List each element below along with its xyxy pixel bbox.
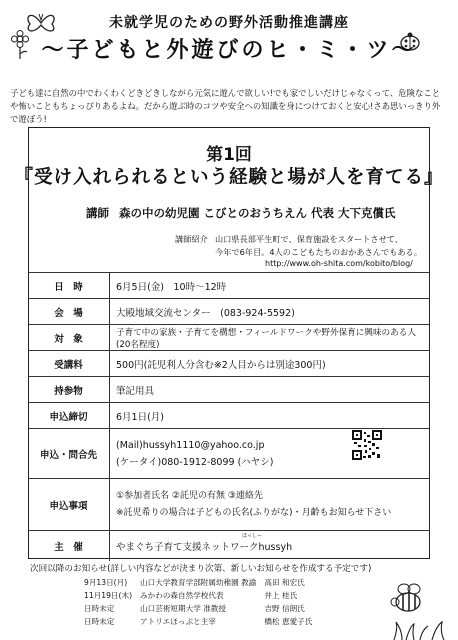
schedule-affiliation: 山口芸術短期大学 准教授 [140, 604, 226, 613]
schedule-lecturer: 井上 桂氏 [264, 591, 298, 600]
info-row-bring [28, 377, 430, 403]
schedule-date: 日時未定 [84, 617, 115, 626]
info-value: 6月1日(月) [110, 403, 431, 429]
blog-url[interactable]: http://www.oh-shita.com/kobito/blog/ [265, 259, 413, 268]
info-row-date [28, 273, 430, 299]
application-note: ※託児希りの場合は子どもの氏名(ふりがな)・月齢もお知らせ下さい [116, 507, 392, 518]
lecturer-name: 森の中の幼児園 こびとのおうちえん 代表 大下克償氏 [119, 206, 396, 220]
lecture-title: 『受け入れられるという経験と場が人を育てる』 [14, 167, 444, 188]
info-row-venue [28, 299, 430, 325]
qr-code[interactable] [352, 430, 382, 460]
schedule-row [80, 576, 316, 589]
organizer-ruby: ほっしー [242, 533, 263, 539]
schedule-affiliation: みかわの森自然学校代表 [140, 591, 224, 600]
schedule-date: 11月19日(木) [84, 591, 133, 600]
info-row-target [28, 325, 430, 351]
contact-email[interactable]: (Mail)hussyh1110@yahoo.co.jp [116, 439, 265, 451]
info-value: 子育て中の家族・子育てを構想・フィールドワークや野外保育に興味のある人(20名程度) [110, 325, 431, 351]
info-key: 申込締切 [28, 403, 110, 429]
info-key: 会 場 [28, 299, 110, 325]
schedule-lecturer: 吉野 信朗氏 [264, 604, 305, 613]
grass-icon [392, 620, 456, 640]
schedule-row [80, 589, 316, 602]
info-row-fee [28, 351, 430, 377]
lecturer-label: 講師 [86, 206, 109, 220]
info-value: 大殿地域交流センター (083-924-5592) [110, 299, 431, 325]
info-value: 筆記用具 [110, 377, 431, 403]
info-key: 申込・問合先 [28, 429, 110, 479]
schedule-lecturer: 橋松 恵愛子氏 [264, 617, 313, 626]
contact-phone[interactable]: (ケータイ)080-1912-8099 (ハヤシ) [116, 456, 274, 468]
bee-icon [388, 582, 430, 618]
schedule-lecturer: 高田 和宏氏 [264, 578, 305, 587]
profile-label: 講師紹介 [175, 234, 208, 244]
info-table [28, 272, 430, 561]
info-value: 500円(託児利人分含む※2人目からは別途300円) [110, 351, 431, 377]
lecture-number: 第1回 [206, 145, 252, 165]
info-key: 対 象 [28, 325, 110, 351]
info-row-deadline [28, 403, 430, 429]
upcoming-notice-title: 次回以降のお知らせ(詳しい内容などが決まり次第、新しいお知らせを作成する予定です) [30, 564, 372, 574]
info-key: 申込事項 [28, 479, 110, 531]
schedule-date: 日時未定 [84, 604, 115, 613]
event-title: 〜子どもと外遊びのヒ・ミ・ツ〜 [41, 38, 417, 63]
profile-line: 今年で6年目。4人のこどもたちのおかあさんでもある。 [215, 246, 422, 257]
intro-text: 子ども達に自然の中でわくわくどきどきしながら元気に遊んで欲しい!でも家でしいだけじゃなくって、危険なことや怖いこともちょっぴりあるよね。だから遊ぶ時のコツや安全への知識を身につけておくと安心!さあ思いっきり外で遊ぼう! [10, 88, 441, 124]
schedule-affiliation: 山口大学教育学部附属幼稚園 教諭 [140, 578, 257, 587]
application-items: ①参加者氏名 ②託児の有無 ③連絡先 [116, 490, 263, 501]
event-series-subtitle: 未就学児のための野外活動推進講座 [109, 15, 349, 31]
profile-line: 山口県長部平生町で、保育施設をスタートさせて、 [215, 234, 403, 244]
schedule-row [80, 602, 316, 615]
schedule-date: 9月13日(月) [84, 578, 128, 587]
schedule-row [80, 615, 316, 628]
info-row-application-items [28, 479, 430, 531]
organizer-name: やまぐち子育て支援ネットワークhussyh [116, 541, 293, 553]
info-key: 受講料 [28, 351, 110, 377]
lecturer-profile [175, 233, 422, 258]
lecturer-line [86, 205, 396, 221]
upcoming-schedule [80, 576, 316, 628]
info-row-organizer [28, 531, 430, 561]
info-key: 持参物 [28, 377, 110, 403]
schedule-affiliation: アトリエほっぷと主宰 [140, 617, 216, 626]
info-value: 6月5日(金) 10時〜12時 [110, 273, 431, 299]
info-key: 主 催 [28, 531, 110, 561]
info-key: 日 時 [28, 273, 110, 299]
